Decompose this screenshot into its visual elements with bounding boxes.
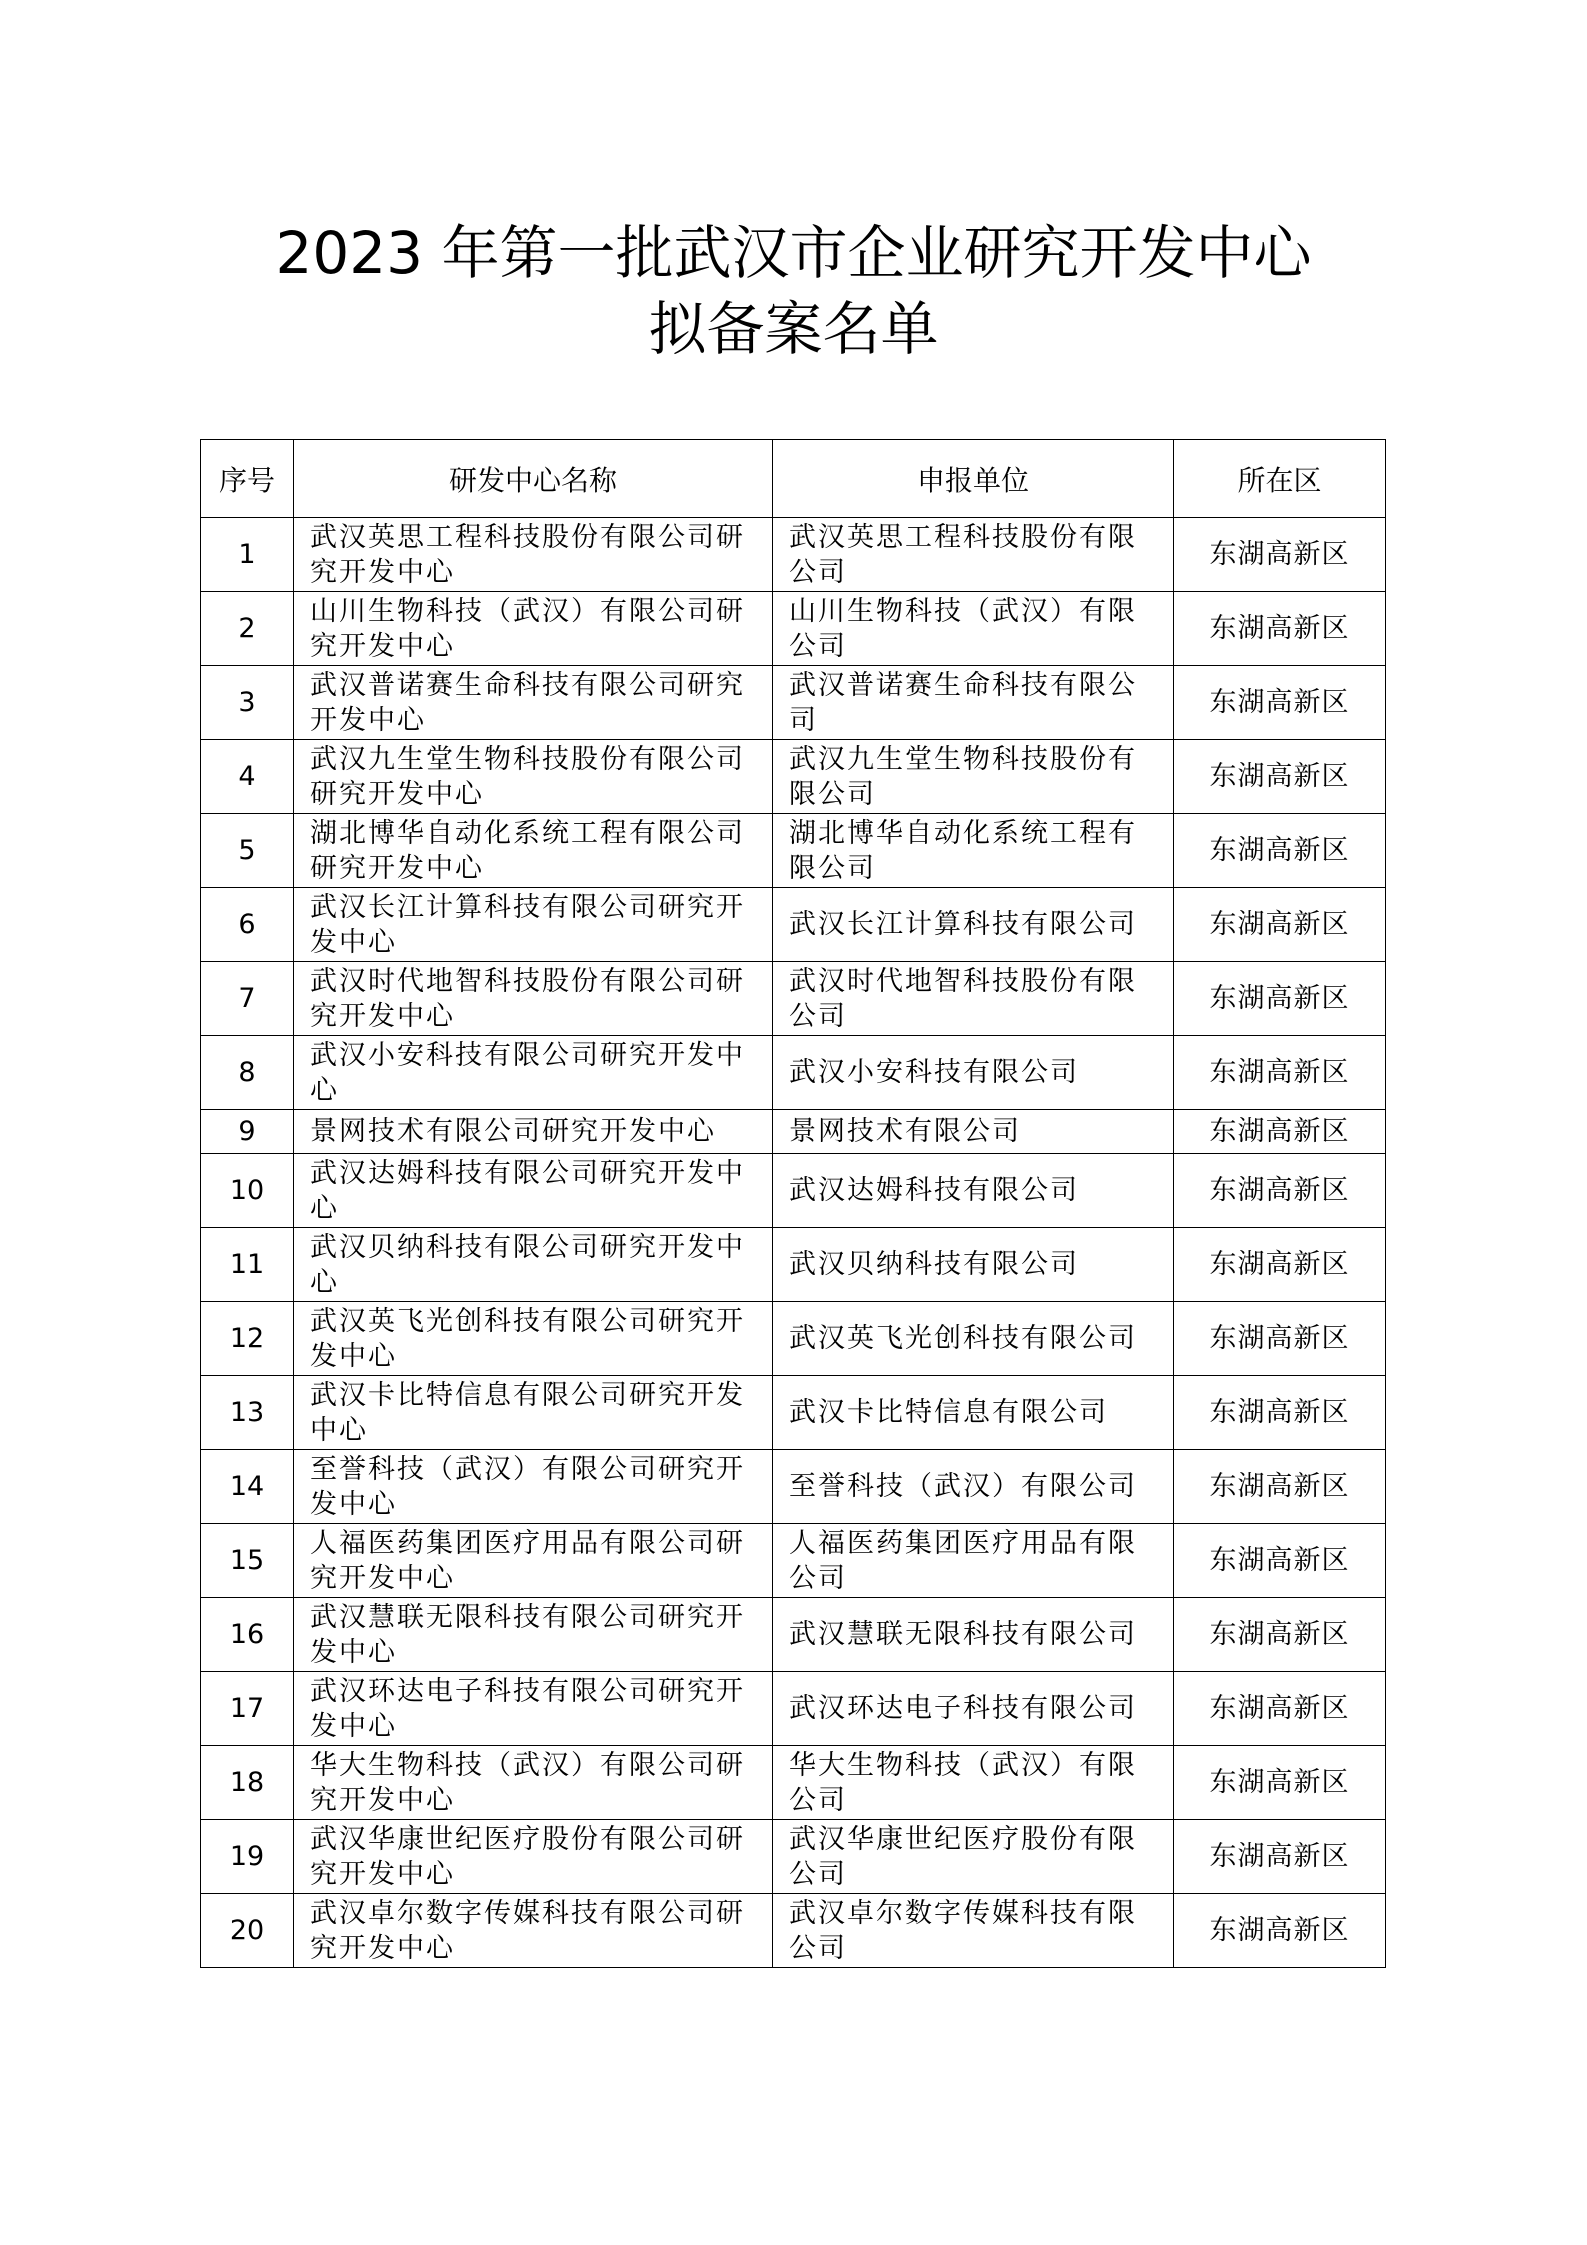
row-number: 9: [201, 1110, 294, 1154]
applicant-unit: 武汉卓尔数字传媒科技有限公司: [773, 1894, 1174, 1968]
row-number: 1: [201, 518, 294, 592]
applicant-unit: 武汉时代地智科技股份有限公司: [773, 962, 1174, 1036]
center-name: 武汉华康世纪医疗股份有限公司研究开发中心: [294, 1820, 773, 1894]
table-row: [201, 888, 1386, 962]
center-name: 至誉科技（武汉）有限公司研究开发中心: [294, 1450, 773, 1524]
row-number: 15: [201, 1524, 294, 1598]
table-row: [201, 1894, 1386, 1968]
row-number: 2: [201, 592, 294, 666]
center-name: 人福医药集团医疗用品有限公司研究开发中心: [294, 1524, 773, 1598]
district: 东湖高新区: [1174, 1524, 1386, 1598]
district: 东湖高新区: [1174, 740, 1386, 814]
table-row: [201, 1820, 1386, 1894]
district: 东湖高新区: [1174, 1376, 1386, 1450]
district: 东湖高新区: [1174, 1820, 1386, 1894]
applicant-unit: 武汉英飞光创科技有限公司: [773, 1302, 1174, 1376]
district: 东湖高新区: [1174, 1598, 1386, 1672]
row-number: 18: [201, 1746, 294, 1820]
row-number: 7: [201, 962, 294, 1036]
applicant-unit: 武汉普诺赛生命科技有限公司: [773, 666, 1174, 740]
district: 东湖高新区: [1174, 1302, 1386, 1376]
district: 东湖高新区: [1174, 1110, 1386, 1154]
district: 东湖高新区: [1174, 888, 1386, 962]
document-subtitle: 拟备案名单: [648, 295, 939, 363]
table-row: [201, 1110, 1386, 1154]
row-number: 13: [201, 1376, 294, 1450]
table-row: [201, 518, 1386, 592]
center-name: 华大生物科技（武汉）有限公司研究开发中心: [294, 1746, 773, 1820]
table-row: [201, 1672, 1386, 1746]
center-name: 武汉长江计算科技有限公司研究开发中心: [294, 888, 773, 962]
applicant-unit: 武汉小安科技有限公司: [773, 1036, 1174, 1110]
header-district: 所在区: [1174, 440, 1386, 518]
table-row: [201, 740, 1386, 814]
header-center-name: 研发中心名称: [294, 440, 773, 518]
applicant-unit: 武汉环达电子科技有限公司: [773, 1672, 1174, 1746]
table-row: [201, 1524, 1386, 1598]
applicant-unit: 山川生物科技（武汉）有限公司: [773, 592, 1174, 666]
applicant-unit: 景网技术有限公司: [773, 1110, 1174, 1154]
filing-list-table: [200, 439, 1386, 1968]
center-name: 武汉小安科技有限公司研究开发中心: [294, 1036, 773, 1110]
row-number: 3: [201, 666, 294, 740]
district: 东湖高新区: [1174, 1228, 1386, 1302]
center-name: 山川生物科技（武汉）有限公司研究开发中心: [294, 592, 773, 666]
table-row: [201, 1598, 1386, 1672]
row-number: 6: [201, 888, 294, 962]
header-serial-number: 序号: [201, 440, 294, 518]
applicant-unit: 人福医药集团医疗用品有限公司: [773, 1524, 1174, 1598]
row-number: 20: [201, 1894, 294, 1968]
applicant-unit: 武汉华康世纪医疗股份有限公司: [773, 1820, 1174, 1894]
district: 东湖高新区: [1174, 1894, 1386, 1968]
row-number: 11: [201, 1228, 294, 1302]
row-number: 5: [201, 814, 294, 888]
applicant-unit: 武汉达姆科技有限公司: [773, 1154, 1174, 1228]
applicant-unit: 至誉科技（武汉）有限公司: [773, 1450, 1174, 1524]
table-row: [201, 1228, 1386, 1302]
row-number: 8: [201, 1036, 294, 1110]
center-name: 武汉环达电子科技有限公司研究开发中心: [294, 1672, 773, 1746]
district: 东湖高新区: [1174, 1672, 1386, 1746]
district: 东湖高新区: [1174, 1036, 1386, 1110]
applicant-unit: 武汉贝纳科技有限公司: [773, 1228, 1174, 1302]
center-name: 武汉达姆科技有限公司研究开发中心: [294, 1154, 773, 1228]
table-row: [201, 592, 1386, 666]
district: 东湖高新区: [1174, 1746, 1386, 1820]
district: 东湖高新区: [1174, 814, 1386, 888]
table-row: [201, 1450, 1386, 1524]
document-title: 2023 年第一批武汉市企业研究开发中心: [275, 219, 1312, 287]
center-name: 武汉卡比特信息有限公司研究开发中心: [294, 1376, 773, 1450]
table-row: [201, 1154, 1386, 1228]
row-number: 16: [201, 1598, 294, 1672]
row-number: 17: [201, 1672, 294, 1746]
center-name: 武汉英思工程科技股份有限公司研究开发中心: [294, 518, 773, 592]
applicant-unit: 湖北博华自动化系统工程有限公司: [773, 814, 1174, 888]
applicant-unit: 武汉慧联无限科技有限公司: [773, 1598, 1174, 1672]
applicant-unit: 武汉长江计算科技有限公司: [773, 888, 1174, 962]
table-row: [201, 1302, 1386, 1376]
center-name: 武汉卓尔数字传媒科技有限公司研究开发中心: [294, 1894, 773, 1968]
center-name: 武汉慧联无限科技有限公司研究开发中心: [294, 1598, 773, 1672]
applicant-unit: 武汉九生堂生物科技股份有限公司: [773, 740, 1174, 814]
row-number: 12: [201, 1302, 294, 1376]
district: 东湖高新区: [1174, 518, 1386, 592]
table-row: [201, 1376, 1386, 1450]
center-name: 武汉英飞光创科技有限公司研究开发中心: [294, 1302, 773, 1376]
table-header-row: [201, 440, 1386, 518]
center-name: 湖北博华自动化系统工程有限公司研究开发中心: [294, 814, 773, 888]
header-applicant-unit: 申报单位: [773, 440, 1174, 518]
center-name: 武汉时代地智科技股份有限公司研究开发中心: [294, 962, 773, 1036]
district: 东湖高新区: [1174, 962, 1386, 1036]
table-row: [201, 666, 1386, 740]
center-name: 景网技术有限公司研究开发中心: [294, 1110, 773, 1154]
row-number: 19: [201, 1820, 294, 1894]
table-row: [201, 814, 1386, 888]
center-name: 武汉普诺赛生命科技有限公司研究开发中心: [294, 666, 773, 740]
row-number: 14: [201, 1450, 294, 1524]
center-name: 武汉贝纳科技有限公司研究开发中心: [294, 1228, 773, 1302]
center-name: 武汉九生堂生物科技股份有限公司研究开发中心: [294, 740, 773, 814]
district: 东湖高新区: [1174, 592, 1386, 666]
table-row: [201, 962, 1386, 1036]
row-number: 4: [201, 740, 294, 814]
district: 东湖高新区: [1174, 666, 1386, 740]
table-row: [201, 1746, 1386, 1820]
applicant-unit: 武汉英思工程科技股份有限公司: [773, 518, 1174, 592]
table-row: [201, 1036, 1386, 1110]
applicant-unit: 武汉卡比特信息有限公司: [773, 1376, 1174, 1450]
row-number: 10: [201, 1154, 294, 1228]
applicant-unit: 华大生物科技（武汉）有限公司: [773, 1746, 1174, 1820]
district: 东湖高新区: [1174, 1154, 1386, 1228]
district: 东湖高新区: [1174, 1450, 1386, 1524]
